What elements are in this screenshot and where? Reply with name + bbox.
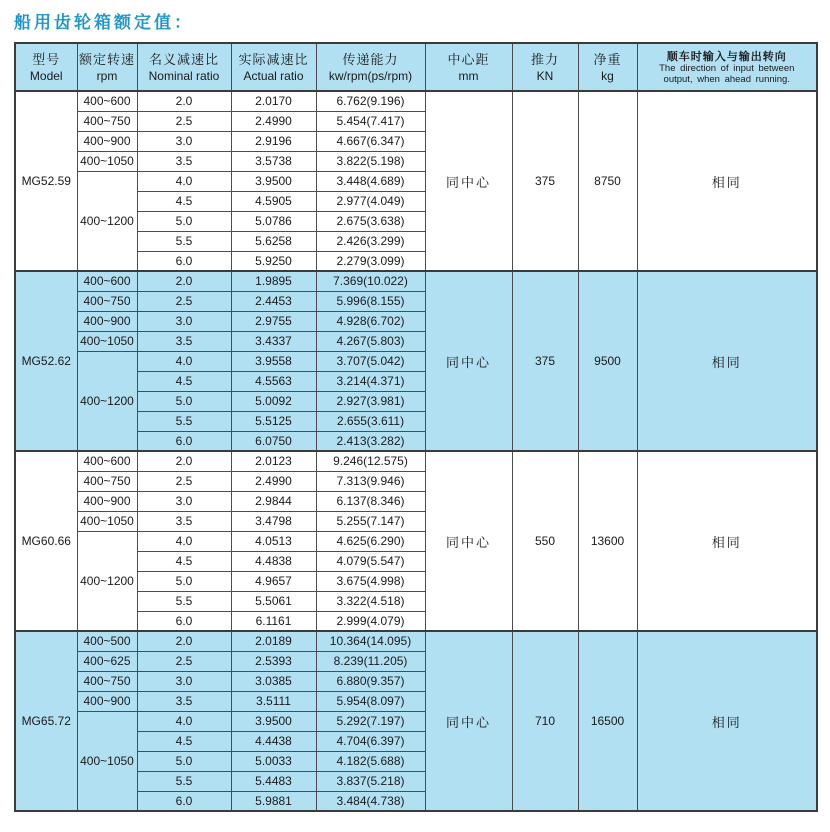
capacity-cell: 3.448(4.689) [316, 171, 425, 191]
model-group-MG65.72 [15, 631, 817, 811]
nominal-ratio-cell: 4.5 [137, 731, 231, 751]
rated-speed-cell: 400~750 [77, 471, 137, 491]
actual-ratio-cell: 1.9895 [231, 271, 316, 291]
nominal-ratio-cell: 4.5 [137, 191, 231, 211]
col-header-direction [637, 43, 817, 91]
capacity-cell: 7.369(10.022) [316, 271, 425, 291]
actual-ratio-cell: 2.0189 [231, 631, 316, 651]
capacity-cell: 2.655(3.611) [316, 411, 425, 431]
actual-ratio-cell: 5.0033 [231, 751, 316, 771]
nominal-ratio-cell: 2.5 [137, 291, 231, 311]
gearbox-ratings-table [14, 42, 818, 812]
col-header-center-distance-zh: 中心距 [447, 52, 490, 68]
col-header-model [15, 43, 77, 91]
nominal-ratio-cell: 3.0 [137, 131, 231, 151]
capacity-cell: 5.255(7.147) [316, 511, 425, 531]
capacity-cell: 5.996(8.155) [316, 291, 425, 311]
rated-speed-merged-cell: 400~1200 [77, 351, 137, 451]
actual-ratio-cell: 2.9196 [231, 131, 316, 151]
actual-ratio-cell: 3.5738 [231, 151, 316, 171]
actual-ratio-cell: 2.4990 [231, 471, 316, 491]
actual-ratio-cell: 4.4438 [231, 731, 316, 751]
actual-ratio-cell: 2.4990 [231, 111, 316, 131]
capacity-cell: 8.239(11.205) [316, 651, 425, 671]
nominal-ratio-cell: 5.5 [137, 771, 231, 791]
rated-speed-cell: 400~600 [77, 91, 137, 111]
rated-speed-merged-cell: 400~1200 [77, 171, 137, 271]
capacity-cell: 10.364(14.095) [316, 631, 425, 651]
actual-ratio-cell: 3.9558 [231, 351, 316, 371]
nominal-ratio-cell: 4.0 [137, 531, 231, 551]
nominal-ratio-cell: 3.0 [137, 491, 231, 511]
actual-ratio-cell: 5.0092 [231, 391, 316, 411]
col-header-net-weight [578, 43, 637, 91]
col-header-capacity-en: kw/rpm(ps/rpm) [328, 68, 413, 83]
thrust-cell: 550 [512, 451, 578, 631]
rated-speed-cell: 400~1050 [77, 331, 137, 351]
actual-ratio-cell: 5.5125 [231, 411, 316, 431]
model-group-MG52.59 [15, 91, 817, 271]
header-row [15, 43, 817, 91]
model-cell: MG52.59 [15, 91, 77, 271]
col-header-nominal-ratio-zh: 名义减速比 [148, 52, 219, 68]
nominal-ratio-cell: 2.0 [137, 451, 231, 471]
model-group-MG52.62 [15, 271, 817, 451]
actual-ratio-cell: 3.9500 [231, 171, 316, 191]
nominal-ratio-cell: 6.0 [137, 611, 231, 631]
thrust-cell: 710 [512, 631, 578, 811]
capacity-cell: 3.484(4.738) [316, 791, 425, 811]
actual-ratio-cell: 3.4337 [231, 331, 316, 351]
col-header-thrust-en: KN [536, 68, 554, 83]
capacity-cell: 4.704(6.397) [316, 731, 425, 751]
nominal-ratio-cell: 3.5 [137, 331, 231, 351]
nominal-ratio-cell: 2.0 [137, 91, 231, 111]
actual-ratio-cell: 4.5563 [231, 371, 316, 391]
rated-speed-cell: 400~1050 [77, 511, 137, 531]
capacity-cell: 4.182(5.688) [316, 751, 425, 771]
capacity-cell: 2.675(3.638) [316, 211, 425, 231]
col-header-model-zh: 型号 [32, 52, 61, 68]
col-header-actual-ratio-en: Actual ratio [243, 68, 304, 83]
capacity-cell: 2.977(4.049) [316, 191, 425, 211]
capacity-cell: 3.675(4.998) [316, 571, 425, 591]
col-header-direction-en1: The direction of input between [659, 62, 795, 74]
nominal-ratio-cell: 3.5 [137, 151, 231, 171]
capacity-cell: 3.837(5.218) [316, 771, 425, 791]
capacity-cell: 3.707(5.042) [316, 351, 425, 371]
nominal-ratio-cell: 5.0 [137, 391, 231, 411]
capacity-cell: 4.625(6.290) [316, 531, 425, 551]
col-header-model-en: Model [29, 68, 63, 83]
net-weight-cell: 13600 [578, 451, 637, 631]
table-row [15, 91, 817, 111]
rated-speed-cell: 400~500 [77, 631, 137, 651]
nominal-ratio-cell: 4.5 [137, 551, 231, 571]
capacity-cell: 6.762(9.196) [316, 91, 425, 111]
table-row [15, 631, 817, 651]
nominal-ratio-cell: 3.5 [137, 691, 231, 711]
actual-ratio-cell: 2.0123 [231, 451, 316, 471]
actual-ratio-cell: 3.0385 [231, 671, 316, 691]
direction-cell: 相同 [637, 271, 817, 451]
direction-cell: 相同 [637, 631, 817, 811]
nominal-ratio-cell: 3.0 [137, 311, 231, 331]
actual-ratio-cell: 2.0170 [231, 91, 316, 111]
actual-ratio-cell: 5.9881 [231, 791, 316, 811]
rated-speed-merged-cell: 400~1200 [77, 531, 137, 631]
rated-speed-cell: 400~600 [77, 451, 137, 471]
actual-ratio-cell: 4.4838 [231, 551, 316, 571]
col-header-net-weight-en: kg [601, 68, 614, 83]
rated-speed-cell: 400~900 [77, 491, 137, 511]
rated-speed-cell: 400~750 [77, 111, 137, 131]
net-weight-cell: 9500 [578, 271, 637, 451]
capacity-cell: 4.928(6.702) [316, 311, 425, 331]
center-distance-cell: 同中心 [425, 91, 512, 271]
net-weight-cell: 16500 [578, 631, 637, 811]
rated-speed-cell: 400~1050 [77, 151, 137, 171]
nominal-ratio-cell: 3.5 [137, 511, 231, 531]
rated-speed-cell: 400~900 [77, 131, 137, 151]
rated-speed-cell: 400~625 [77, 651, 137, 671]
capacity-cell: 4.667(6.347) [316, 131, 425, 151]
rated-speed-cell: 400~750 [77, 291, 137, 311]
thrust-cell: 375 [512, 91, 578, 271]
rated-speed-cell: 400~900 [77, 311, 137, 331]
capacity-cell: 6.137(8.346) [316, 491, 425, 511]
actual-ratio-cell: 5.5061 [231, 591, 316, 611]
actual-ratio-cell: 5.6258 [231, 231, 316, 251]
col-header-thrust [512, 43, 578, 91]
col-header-rated-speed-zh: 额定转速 [78, 52, 135, 68]
capacity-cell: 3.322(4.518) [316, 591, 425, 611]
capacity-cell: 2.413(3.282) [316, 431, 425, 451]
nominal-ratio-cell: 5.5 [137, 591, 231, 611]
col-header-nominal-ratio-en: Nominal ratio [148, 68, 220, 83]
nominal-ratio-cell: 5.5 [137, 411, 231, 431]
capacity-cell: 5.454(7.417) [316, 111, 425, 131]
nominal-ratio-cell: 2.5 [137, 111, 231, 131]
col-header-direction-en2: output, when ahead running. [663, 73, 790, 85]
actual-ratio-cell: 6.1161 [231, 611, 316, 631]
rated-speed-cell: 400~600 [77, 271, 137, 291]
capacity-cell: 2.999(4.079) [316, 611, 425, 631]
rated-speed-merged-cell: 400~1050 [77, 711, 137, 811]
actual-ratio-cell: 5.9250 [231, 251, 316, 271]
nominal-ratio-cell: 2.5 [137, 471, 231, 491]
col-header-capacity-zh: 传递能力 [342, 52, 399, 68]
table-header [15, 43, 817, 91]
rated-speed-cell: 400~750 [77, 671, 137, 691]
center-distance-cell: 同中心 [425, 451, 512, 631]
col-header-direction-zh: 顺车时输入与输出转向 [666, 49, 787, 63]
model-group-MG60.66 [15, 451, 817, 631]
col-header-center-distance-en: mm [458, 68, 479, 83]
capacity-cell: 2.279(3.099) [316, 251, 425, 271]
actual-ratio-cell: 2.9755 [231, 311, 316, 331]
nominal-ratio-cell: 5.0 [137, 571, 231, 591]
actual-ratio-cell: 4.5905 [231, 191, 316, 211]
nominal-ratio-cell: 5.5 [137, 231, 231, 251]
nominal-ratio-cell: 4.0 [137, 171, 231, 191]
net-weight-cell: 8750 [578, 91, 637, 271]
model-cell: MG60.66 [15, 451, 77, 631]
rated-speed-cell: 400~900 [77, 691, 137, 711]
capacity-cell: 3.822(5.198) [316, 151, 425, 171]
col-header-rated-speed [77, 43, 137, 91]
center-distance-cell: 同中心 [425, 631, 512, 811]
actual-ratio-cell: 5.4483 [231, 771, 316, 791]
nominal-ratio-cell: 2.0 [137, 271, 231, 291]
capacity-cell: 4.079(5.547) [316, 551, 425, 571]
col-header-nominal-ratio [137, 43, 231, 91]
capacity-cell: 3.214(4.371) [316, 371, 425, 391]
actual-ratio-cell: 3.9500 [231, 711, 316, 731]
actual-ratio-cell: 5.0786 [231, 211, 316, 231]
model-cell: MG52.62 [15, 271, 77, 451]
table-row [15, 451, 817, 471]
direction-cell: 相同 [637, 91, 817, 271]
nominal-ratio-cell: 2.5 [137, 651, 231, 671]
col-header-actual-ratio-zh: 实际减速比 [238, 52, 309, 68]
capacity-cell: 6.880(9.357) [316, 671, 425, 691]
nominal-ratio-cell: 6.0 [137, 251, 231, 271]
col-header-rated-speed-en: rpm [96, 68, 118, 83]
nominal-ratio-cell: 6.0 [137, 791, 231, 811]
page-title: 船用齿轮箱额定值： [14, 13, 194, 33]
capacity-cell: 7.313(9.946) [316, 471, 425, 491]
direction-cell: 相同 [637, 451, 817, 631]
col-header-center-distance [425, 43, 512, 91]
capacity-cell: 5.954(8.097) [316, 691, 425, 711]
capacity-cell: 2.426(3.299) [316, 231, 425, 251]
model-cell: MG65.72 [15, 631, 77, 811]
col-header-actual-ratio [231, 43, 316, 91]
nominal-ratio-cell: 5.0 [137, 211, 231, 231]
capacity-cell: 5.292(7.197) [316, 711, 425, 731]
center-distance-cell: 同中心 [425, 271, 512, 451]
nominal-ratio-cell: 6.0 [137, 431, 231, 451]
actual-ratio-cell: 3.4798 [231, 511, 316, 531]
capacity-cell: 9.246(12.575) [316, 451, 425, 471]
actual-ratio-cell: 3.5111 [231, 691, 316, 711]
col-header-thrust-zh: 推力 [530, 52, 559, 68]
actual-ratio-cell: 2.4453 [231, 291, 316, 311]
nominal-ratio-cell: 4.0 [137, 711, 231, 731]
nominal-ratio-cell: 3.0 [137, 671, 231, 691]
nominal-ratio-cell: 4.5 [137, 371, 231, 391]
col-header-net-weight-zh: 净重 [593, 52, 622, 68]
actual-ratio-cell: 2.9844 [231, 491, 316, 511]
table-row [15, 271, 817, 291]
actual-ratio-cell: 2.5393 [231, 651, 316, 671]
capacity-cell: 4.267(5.803) [316, 331, 425, 351]
capacity-cell: 2.927(3.981) [316, 391, 425, 411]
nominal-ratio-cell: 5.0 [137, 751, 231, 771]
actual-ratio-cell: 4.9657 [231, 571, 316, 591]
actual-ratio-cell: 6.0750 [231, 431, 316, 451]
thrust-cell: 375 [512, 271, 578, 451]
nominal-ratio-cell: 4.0 [137, 351, 231, 371]
actual-ratio-cell: 4.0513 [231, 531, 316, 551]
col-header-capacity [316, 43, 425, 91]
nominal-ratio-cell: 2.0 [137, 631, 231, 651]
